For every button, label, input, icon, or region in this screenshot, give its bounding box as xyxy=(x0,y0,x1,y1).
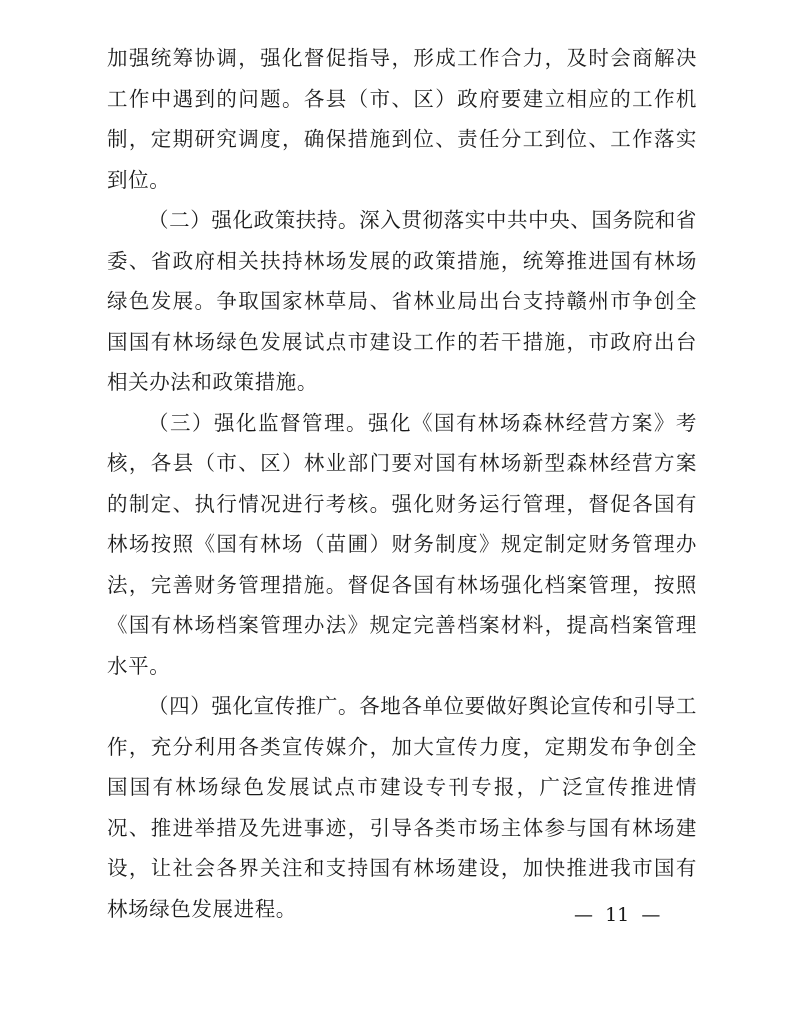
paragraph-supervision-management: （三）强化监督管理。强化《国有林场森林经营方案》考核，各县（市、区）林业部门要对国有林场新型森林经营方案的制定、执行情况进行考核。强化财务运行管理，督促各国有林场按照《国有林场（苗圃）财务制度》规定制定财务管理办法，完善财务管理措施。督促各国有林场强化档案管理，按照《国有林场档案管理办法》规定完善档案材料，提高档案管理水平。 xyxy=(107,410,697,678)
paragraph-continuation: 加强统筹协调，强化督促指导，形成工作合力，及时会商解决工作中遇到的问题。各县（市、区）政府要建立相应的工作机制，定期研究调度，确保措施到位、责任分工到位、工作落实到位。 xyxy=(107,46,697,192)
page-number: — 11 — xyxy=(574,904,661,926)
body-text xyxy=(107,38,697,929)
paragraph-policy-support: （二）强化政策扶持。深入贯彻落实中共中央、国务院和省委、省政府相关扶持林场发展的政策措施，统筹推进国有林场绿色发展。争取国家林草局、省林业局出台支持赣州市争创全国国有林场绿色发展试点市建设工作的若干措施，市政府出台相关办法和政策措施。 xyxy=(107,208,697,394)
paragraph-publicity-promotion: （四）强化宣传推广。各地各单位要做好舆论宣传和引导工作，充分利用各类宣传媒介，加大宣传力度，定期发布争创全国国有林场绿色发展试点市建设专刊专报，广泛宣传推进情况、推进举措及先进事迹，引导各类市场主体参与国有林场建设，让社会各界关注和支持国有林场建设，加快推进我市国有林场绿色发展进程。 xyxy=(107,694,697,921)
